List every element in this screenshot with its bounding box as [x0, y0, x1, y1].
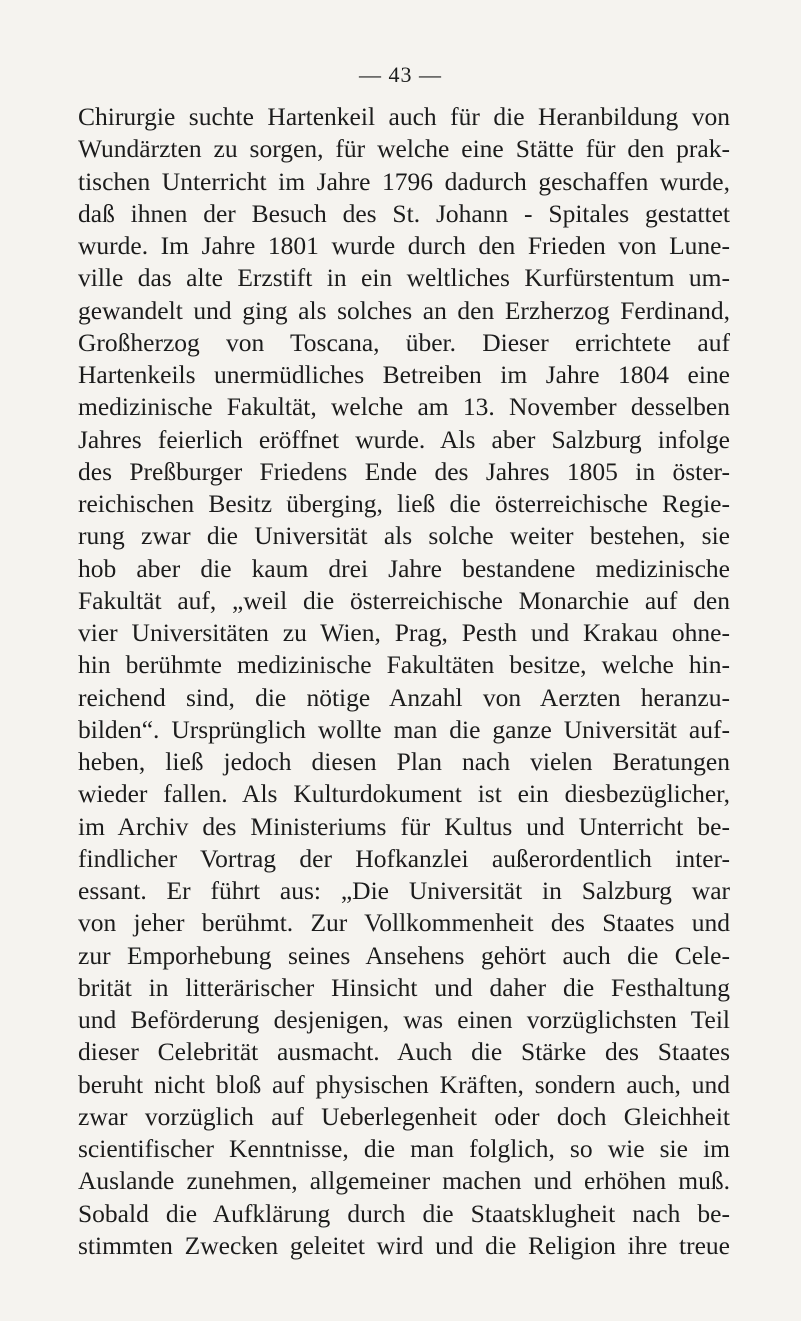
text-line: reichischen Besitz überging, ließ die österreichische Regie- — [78, 489, 730, 518]
text-line: brität in litterärischer Hinsicht und daher die Festhaltung — [78, 972, 730, 1002]
text-line: Jahres feierlich eröffnet wurde. Als aber Salzburg infolge — [78, 424, 730, 454]
text-line: Sobald die Aufklärung durch die Staatsklugheit nach be- — [78, 1198, 730, 1228]
text-line: findlicher Vortrag der Hofkanzlei außerordentlich inter- — [78, 843, 730, 873]
text-line: Wundärzten zu sorgen, für welche eine Stätte für den prak- — [78, 134, 730, 164]
text-line: und Beförderung desjenigen, was einen vorzüglichsten Teil — [78, 1005, 730, 1034]
text-line: Chirurgie suchte Hartenkeil auch für die Heranbildung von — [78, 102, 730, 131]
text-line: hin berühmte medizinische Fakultäten besitze, welche hin- — [78, 650, 730, 680]
text-line: tischen Unterricht im Jahre 1796 dadurch geschaffen wurde, — [78, 166, 730, 196]
text-line: scientifischer Kenntnisse, die man folglich, so wie sie im — [78, 1134, 730, 1163]
text-line: stimmten Zwecken geleitet wird und die Religion ihre treue — [78, 1230, 730, 1260]
text-line: daß ihnen der Besuch des St. Johann - Spitales gestattet — [78, 198, 730, 228]
text-line: gewandelt und ging als solches an den Erzherzog Ferdinand, — [78, 295, 730, 325]
text-line: beruht nicht bloß auf physischen Kräften, sondern auch, und — [78, 1069, 730, 1099]
text-line: ville das alte Erzstift in ein weltliches Kurfürstentum um- — [78, 263, 730, 293]
text-line: rung zwar die Universität als solche weiter bestehen, sie — [78, 521, 730, 551]
text-line: bilden“. Ursprünglich wollte man die ganze Universität auf- — [78, 714, 730, 744]
text-line: medizinische Fakultät, welche am 13. November desselben — [78, 392, 730, 422]
text-line: wieder fallen. Als Kulturdokument ist ein diesbezüglicher, — [78, 779, 730, 809]
text-line: dieser Celebrität ausmacht. Auch die Stärke des Staates — [78, 1037, 730, 1067]
text-line: Auslande zunehmen, allgemeiner machen und erhöhen muß. — [78, 1166, 730, 1196]
text-line: essant. Er führt aus: „Die Universität in Salzburg war — [78, 876, 730, 905]
text-line: wurde. Im Jahre 1801 wurde durch den Frieden von Lune- — [78, 231, 730, 260]
body-text — [78, 101, 730, 1262]
page-number: — 43 — — [359, 62, 442, 87]
text-line: Fakultät auf, „weil die österreichische Monarchie auf den — [78, 585, 730, 615]
text-line: zwar vorzüglich auf Ueberlegenheit oder doch Gleichheit — [78, 1101, 730, 1131]
text-line: von jeher berühmt. Zur Vollkommenheit des Staates und — [78, 908, 730, 938]
text-line: zur Emporhebung seines Ansehens gehört auch die Cele- — [78, 940, 730, 970]
text-line: reichend sind, die nötige Anzahl von Aerzten heranzu- — [78, 682, 730, 712]
text-line: hob aber die kaum drei Jahre bestandene medizinische — [78, 553, 730, 583]
text-line: des Preßburger Friedens Ende des Jahres 1805 in öster- — [78, 456, 730, 486]
text-line: Großherzog von Toscana, über. Dieser errichtete auf — [78, 327, 730, 357]
text-line: heben, ließ jedoch diesen Plan nach vielen Beratungen — [78, 747, 730, 776]
text-line: im Archiv des Ministeriums für Kultus und Unterricht be- — [78, 811, 730, 841]
text-line: vier Universitäten zu Wien, Prag, Pesth und Krakau ohne- — [78, 618, 730, 647]
text-line: Hartenkeils unermüdliches Betreiben im Jahre 1804 eine — [78, 360, 730, 389]
